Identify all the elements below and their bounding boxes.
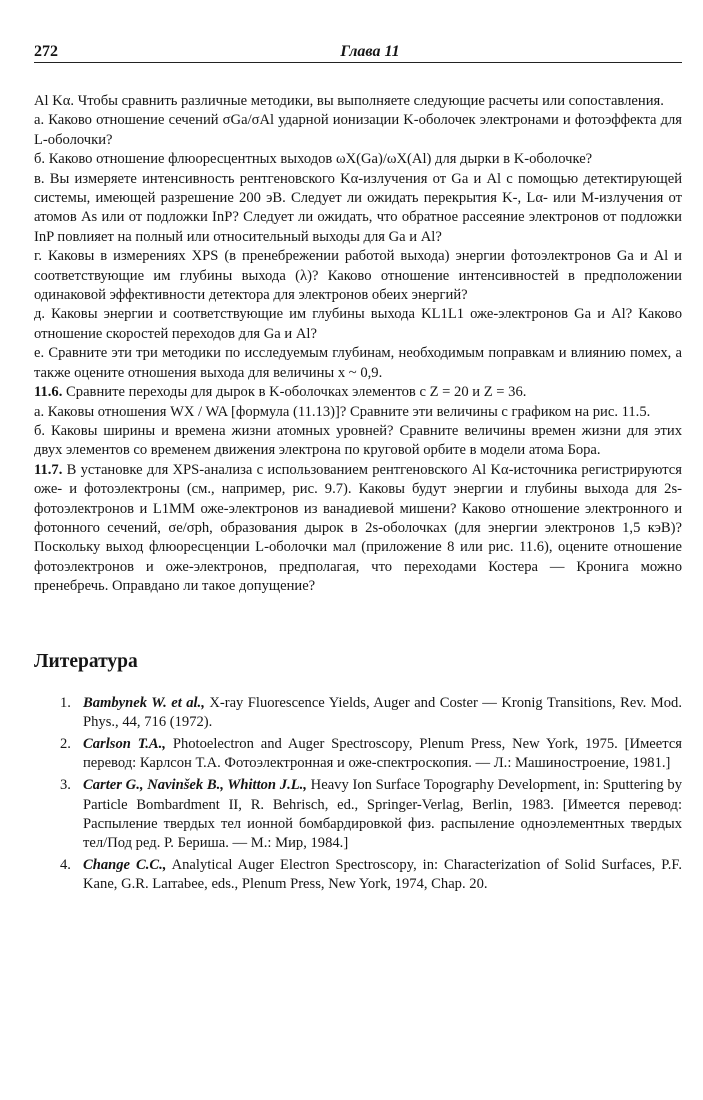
paragraph-text: а. Каковы отношения WX / WA [формула (11.13)]? Сравните эти величины с графиком на рис. 11.5. (34, 403, 651, 420)
paragraph (34, 92, 682, 111)
reference-authors: Bambynek W. et al., (83, 694, 205, 711)
paragraph-text: б. Каковы ширины и времена жизни атомных уровней? Сравните величины времен жизни для этих двух элементов со временем движения электрона по круговой орбите в модели атома Бора. (34, 422, 682, 459)
chapter-title: Глава 11 (340, 43, 400, 60)
reference-authors: Carlson T.A., (83, 735, 166, 752)
paragraph (34, 111, 682, 150)
paragraph-text: г. Каковы в измерениях XPS (в пренебрежении работой выхода) энергии фотоэлектронов Ga и Al и соответствующие им глубины выхода (λ)? Каково отношение интенсивностей в предположении одинаковой эффективности детектора для электронов обеих энергий? (34, 248, 682, 304)
page-header (34, 40, 682, 63)
paragraph (34, 344, 682, 383)
paragraph-text: Сравните переходы для дырок в K-оболочках элементов с Z = 20 и Z = 36. (66, 384, 527, 401)
reference-number: 1. (60, 694, 71, 711)
reference-text: Analytical Auger Electron Spectroscopy, in: Characterization of Solid Surfaces, P.F. Kane, G.R. Larrabee, eds., Plenum Press, New York, 1974, Chap. 20. (83, 857, 682, 893)
reference-item (60, 735, 682, 773)
reference-text: Photoelectron and Auger Spectroscopy, Plenum Press, New York, 1975. [Имеется перевод: Карлсон Т.А. Фотоэлектронная и оже-спектроскопия. — Л.: Машиностроение, 1981.] (83, 735, 683, 772)
problem-number: 11.7. (34, 461, 63, 478)
paragraph (34, 403, 682, 422)
paragraph (34, 422, 682, 461)
problem-11-7 (34, 461, 682, 597)
reference-authors: Change C.C., (83, 857, 167, 874)
paragraph (34, 305, 682, 344)
paragraph-text: д. Каковы энергии и соответствующие им глубины выхода KL1L1 оже-электронов Ga и Al? Каково отношение скоростей переходов для Ga и Al? (34, 306, 682, 342)
paragraph-text: б. Каково отношение флюоресцентных выходов ωX(Ga)/ωX(Al) для дырки в K-оболочке? (34, 151, 593, 168)
reference-item (60, 776, 682, 853)
problem-text (34, 92, 682, 597)
book-page (34, 40, 682, 898)
reference-number: 4. (60, 857, 71, 874)
problem-11-6 (34, 383, 682, 402)
reference-text: Heavy Ion Surface Topography Development, in: Sputtering by Particle Bombardment II, R. Behrisch, ed., Springer-Verlag, Berlin, 1983. [Имеется перевод: Распыление твердых тел ионной бомбардировкой физ. распыление одноэлементных твердых тел/Под ред. Р. Бериша. — М.: Мир, 1984.] (83, 777, 683, 851)
page-number: 272 (34, 43, 58, 60)
paragraph (34, 150, 682, 169)
problem-number: 11.6. (34, 384, 63, 401)
reference-number: 2. (60, 735, 71, 752)
paragraph-text: е. Сравните эти три методики по исследуемым глубинам, необходимым поправкам и влиянию помех, а также оцените отношения выхода для величины x ~ 0,9. (34, 345, 682, 381)
reference-authors: Carter G., Navinšek B., Whitton J.L., (83, 777, 307, 794)
paragraph (34, 170, 682, 248)
reference-text: X-ray Fluorescence Yields, Auger and Coster — Kronig Transitions, Rev. Mod. Phys., 44, 716 (1972). (83, 694, 682, 730)
references-heading: Литература (34, 650, 138, 672)
reference-item (60, 856, 682, 894)
paragraph-text: а. Каково отношение сечений σGa/σAl ударной ионизации K-оболочек электронами и фотоэффекта для L-оболочки? (34, 112, 682, 148)
paragraph-text: Al Kα. Чтобы сравнить различные методики, вы выполняете следующие расчеты или сопоставления. (34, 93, 664, 109)
paragraph-text: В установке для XPS-анализа с использованием рентгеновского Al Kα-источника регистрируются оже- и фотоэлектроны (см., например, рис. 9.7). Каковы будут энергии и глубины выхода для 2s-фотоэлектронов и L1MM оже-электронов из ванадиевой мишени? Каково отношение электронного и фотонного сечений, σe/σph, образования дырок в 2s-оболочках (для энергии электронов 1,5 кэВ)? Поскольку выход флюоресценции L-оболочки мал (приложение 8 или рис. 11.6), оцените отношение фотоэлектронов и оже-электронов, предполагая, что переходами Костера — Кронига можно пренебречь. Оправдано ли такое допущение? (34, 461, 682, 595)
reference-item (60, 694, 682, 732)
reference-number: 3. (60, 777, 71, 794)
paragraph (34, 247, 682, 305)
paragraph-text: в. Вы измеряете интенсивность рентгеновского Kα-излучения от Ga и Al с помощью детектирующей системы, имеющей разрешение 200 эВ. Следует ли ожидать перекрытия K-, Lα- или M-излучения от атомов As или от подложки InP? Следует ли ожидать, что обратное рассеяние электронов от подложки InP повлияет на полный или относительный выходы для Ga и Al? (34, 170, 682, 245)
references-list (34, 694, 682, 895)
